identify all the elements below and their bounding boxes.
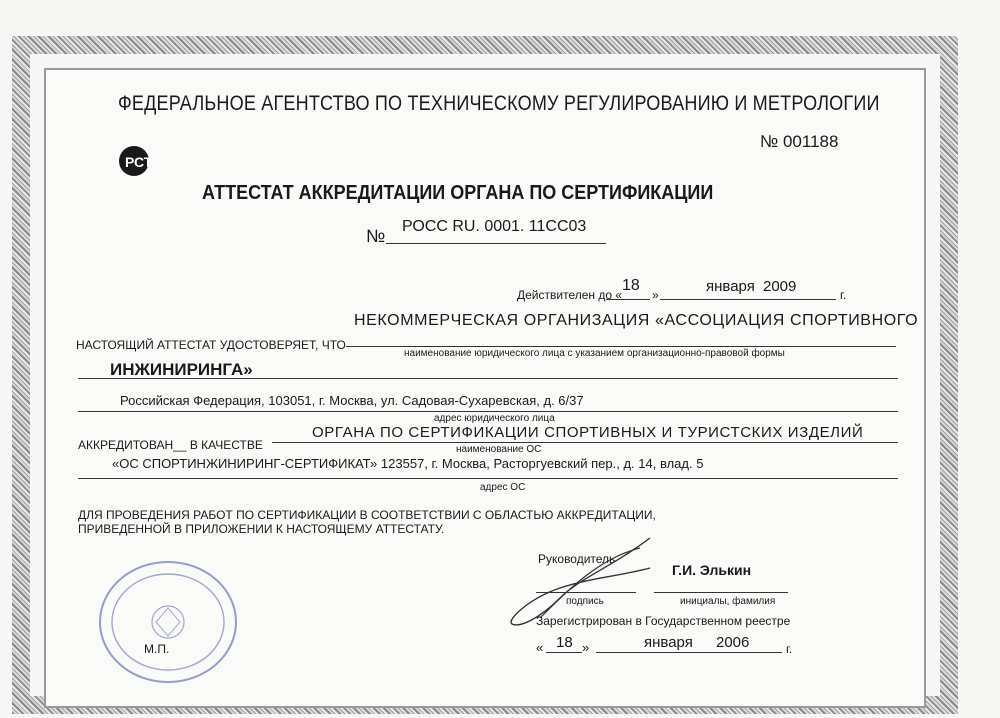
valid-day-line	[606, 299, 650, 300]
registered-year: 2006	[716, 634, 750, 651]
accredited-rule	[272, 442, 898, 443]
rst-logo-icon	[118, 144, 158, 178]
purpose-line1: ДЛЯ ПРОВЕДЕНИЯ РАБОТ ПО СЕРТИФИКАЦИИ В СООТВЕТСТВИИ С ОБЛАСТЬЮ АККРЕДИТАЦИИ,	[78, 508, 656, 522]
reg-number-prefix: №	[366, 226, 386, 246]
reg-number-line	[386, 243, 606, 244]
valid-until-close-quote: »	[652, 288, 659, 302]
caption-os-name: наименование ОС	[456, 444, 542, 455]
signature-role: Руководитель	[538, 552, 616, 566]
accredited-as-body: ОРГАНА ПО СЕРТИФИКАЦИИ СПОРТИВНЫХ И ТУРИСТСКИХ ИЗДЕЛИЙ	[312, 424, 864, 441]
certifies-label: НАСТОЯЩИЙ АТТЕСТАТ УДОСТОВЕРЯЕТ, ЧТО	[76, 338, 346, 352]
registered-close-quote: »	[582, 640, 590, 655]
caption-signature: подпись	[566, 596, 604, 607]
signatory-name: Г.И. Элькин	[672, 562, 752, 578]
os-line-rule	[78, 478, 898, 479]
org-name-line2: ИНЖИНИРИНГА»	[110, 360, 253, 379]
reg-number-value: РОСС RU. 0001. 11СС03	[402, 218, 587, 235]
registered-suffix: г.	[786, 642, 793, 656]
registered-date-line	[596, 652, 782, 653]
purpose-line2: ПРИВЕДЕННОЙ В ПРИЛОЖЕНИИ К НАСТОЯЩЕМУ АТТЕСТАТУ.	[78, 522, 445, 536]
legal-address: Российская Федерация, 103051, г. Москва, ул. Садовая-Сухаревская, д. 6/37	[120, 393, 584, 408]
caption-org-name: наименование юридического лица с указанием организационно-правовой формы	[404, 348, 785, 359]
caption-os-address: адрес ОС	[480, 482, 526, 493]
valid-until-year: 2009	[763, 278, 797, 295]
registered-open-quote: «	[536, 640, 544, 655]
legal-address-rule	[78, 411, 898, 412]
caption-initials: инициалы, фамилия	[680, 596, 776, 607]
agency-header: ФЕДЕРАЛЬНОЕ АГЕНТСТВО ПО ТЕХНИЧЕСКОМУ РЕГУЛИРОВАНИЮ И МЕТРОЛОГИИ	[118, 92, 880, 115]
valid-date-line	[660, 299, 836, 300]
registered-month: января	[644, 634, 693, 651]
valid-until-suffix: г.	[840, 288, 847, 302]
registered-day-line	[546, 652, 582, 653]
caption-legal-address: адрес юридического лица	[434, 413, 555, 424]
org-name-line1: НЕКОММЕРЧЕСКАЯ ОРГАНИЗАЦИЯ «АССОЦИАЦИЯ СПОРТИВНОГО	[354, 312, 919, 329]
document-title: АТТЕСТАТ АККРЕДИТАЦИИ ОРГАНА ПО СЕРТИФИКАЦИИ	[202, 182, 714, 204]
serial-number: № 001188	[760, 132, 839, 151]
os-name-address: «ОС СПОРТИНЖИНИРИНГ-СЕРТИФИКАТ» 123557, г. Москва, Расторгуевский пер., д. 14, влад. 5	[112, 456, 704, 471]
valid-until-month: января	[706, 278, 755, 295]
registered-day: 18	[556, 634, 573, 651]
valid-until-day: 18	[622, 277, 640, 294]
valid-until-label: Действителен до «	[517, 288, 623, 302]
registered-label: Зарегистрирован в Государственном реестре	[536, 614, 791, 628]
accredited-label: АККРЕДИТОВАН__ В КАЧЕСТВЕ	[78, 438, 263, 452]
mp-seal-label: М.П.	[144, 642, 170, 656]
org-line1-rule	[346, 346, 896, 347]
logo-text: РСТ	[125, 154, 153, 170]
org-line2-rule	[78, 378, 898, 379]
official-stamp-seal	[96, 558, 240, 686]
